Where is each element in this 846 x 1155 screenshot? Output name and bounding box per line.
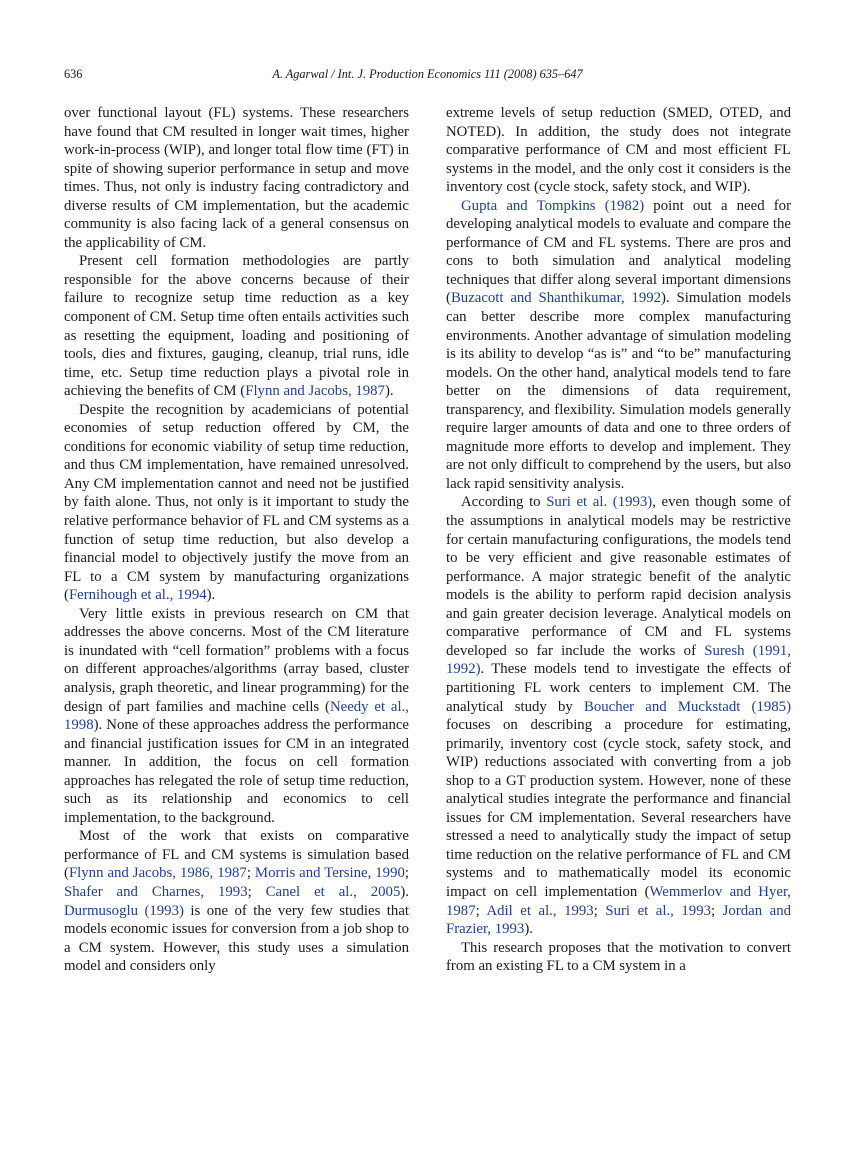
citation-link[interactable]: Needy et al., 1998 (64, 698, 409, 734)
citation-link[interactable]: Suri et al., 1993 (605, 902, 712, 919)
paragraph-text: point out a need for developing analytical models to evaluate and compare the performance of CM and FL systems. There are pros and cons to both simulation and analytical modeling techniques that differ along several important dimensions ( (446, 197, 791, 307)
citation-link[interactable]: Morris and Tersine, 1990 (254, 865, 405, 882)
paragraph-text: ; (247, 883, 266, 900)
paragraph (64, 827, 409, 975)
paragraph-text: ). Simulation models can better describe more complex manufacturing environments. Another advantage of simulation modeling is its ability to develop “as is” and “to be” manufacturing models. On the other hand, analytical models tend to fare better on the dimensions of data requirement, transparency, and flexibility. Simulation models generally require larger amounts of data and one to three orders of magnitude more efforts to develop and implement. They are not only difficult to comprehend by the users, but also lack rapid sensitivity analysis. (446, 290, 791, 492)
citation-link[interactable]: Flynn and Jacobs, 1986, 1987 (68, 865, 247, 882)
citation-link[interactable]: Suri et al. (1993) (546, 494, 653, 511)
paragraph (64, 252, 409, 400)
paragraph (446, 939, 791, 976)
paragraph (446, 197, 791, 494)
running-header (64, 67, 791, 85)
citation-link[interactable]: Fernihough et al., 1994 (68, 587, 207, 604)
paragraph-text: ; (711, 902, 723, 919)
paragraph-text: Most of the work that exists on comparative performance of FL and CM systems is simulation based ( (64, 828, 409, 882)
paragraph-text: According to (461, 494, 547, 511)
paragraph-text: This research proposes that the motivation to convert from an existing FL to a CM system in a (446, 939, 791, 975)
citation-link[interactable]: Jordan and Frazier, 1993 (446, 902, 792, 938)
paragraph-text: ; (246, 865, 255, 882)
paragraph-text: Despite the recognition by academicians of potential economies of setup reduction offered by CM, the conditions for economic viability of setup time reduction, and thus CM implementation, have remained unresolved. Any CM implementation cannot and need not be justified by faith alone. Thus, not only is it important to study the relative performance behavior of FL and CM systems as a function of setup time reduction, but also develop a financial model to objectively justify the move from an FL to a CM system by manufacturing organizations ( (64, 401, 409, 604)
paragraph (64, 104, 409, 252)
paragraph-text: ). (384, 383, 394, 400)
citation-link[interactable]: Durmusoglu (1993) (64, 902, 184, 919)
paragraph-text: ; (593, 902, 606, 919)
citation-link[interactable]: Canel et al., 2005 (265, 883, 401, 900)
paragraph-text: , even though some of the assumptions in analytical models may be restrictive for certain manufacturing configurations, the models tend to be very efficient and give reasonable estimates of performance. A major strategic benefit of the analytic models is the ability to perform rapid decision analysis and gain greater decision leverage. Analytical models on comparative performance of CM and FL systems developed so far include the works of (446, 494, 791, 659)
paragraph-text: ). (524, 921, 533, 938)
right-column (446, 104, 791, 976)
citation-link[interactable]: Boucher and Muckstadt (1985) (583, 698, 791, 715)
citation-link[interactable]: Suresh (1991, 1992) (446, 642, 791, 678)
paragraph-text: Present cell formation methodologies are partly responsible for the above concerns because of their failure to recognize setup time reduction as a key component of CM. Setup time often entails activities such as resetting the equipment, loading and positioning of tools, dies and fixtures, gauging, cleanup, trial runs, idle time, etc. Setup time reduction plays a pivotal role in achieving the benefits of CM ( (64, 253, 409, 400)
paragraph (64, 605, 409, 828)
citation-link[interactable]: Adil et al., 1993 (486, 902, 594, 919)
paragraph-text: is one of the very few studies that models economic issues for conversion from a job shop to a CM system. However, this study uses a simulation model and considers only (64, 902, 409, 975)
paragraph-text: ; (404, 865, 410, 882)
citation-link[interactable]: Shafer and Charnes, 1993 (64, 883, 248, 900)
paragraph-text: over functional layout (FL) systems. These researchers have found that CM resulted in longer wait times, higher work-in-process (WIP), and longer total flow time (FT) in spite of showing superior performance in setup and move times. Thus, not only is industry facing contradictory and diverse results of CM implementation, but the academic community is also facing lack of a general consensus on the applicability of CM. (64, 105, 409, 251)
citation-link[interactable]: Flynn and Jacobs, 1987 (245, 383, 385, 400)
paragraph (64, 401, 409, 605)
left-column (64, 104, 409, 976)
paragraph-text: ; (475, 902, 487, 919)
paragraph-text: Very little exists in previous research on CM that addresses the above concerns. Most of the CM literature is inundated with “cell formation” problems with a focus on different approaches/algorithms (array based, cluster analysis, graph theoretic, and linear programming) for the design of part families and machine cells ( (64, 605, 409, 715)
paragraph-text: . These models tend to investigate the effects of partitioning FL work centers to implement CM. The analytical study by (446, 661, 791, 715)
paragraph-text: focuses on describing a procedure for estimating, primarily, inventory cost (cycle stock, safety stock, and WIP) reductions associated with converting from a job shop to a GT production system. However, none of these analytical studies integrate the performance and financial issues for CM implementation. Several researchers have stressed a need to analytically study the impact of setup time reduction on the relative performance of FL and CM systems and to mathematically model its economic impact on cell implementation ( (446, 717, 791, 900)
paragraph-text: ). (206, 587, 216, 604)
citation-link[interactable]: Buzacott and Shanthikumar, 1992 (450, 290, 662, 307)
paragraph (446, 493, 791, 938)
paragraph-text: extreme levels of setup reduction (SMED, OTED, and NOTED). In addition, the study does not integrate comparative performance of CM and most efficient FL systems in the model, and the only cost it considers is the inventory cost (cycle stock, safety stock, and WIP). (446, 105, 791, 196)
paragraph-text: ). (400, 883, 409, 900)
page-number: 636 (64, 67, 83, 81)
paragraph (446, 104, 791, 197)
citation-link[interactable]: Gupta and Tompkins (1982) (461, 197, 645, 214)
running-title: A. Agarwal / Int. J. Production Economics 111 (2008) 635–647 (272, 67, 583, 81)
paragraph-text: ). None of these approaches address the performance and financial justification issues for CM in an integrated manner. In addition, the focus on cell formation approaches has relegated the role of setup time reduction, such as its relationship and economics to cell implementation, to the background. (64, 717, 409, 826)
citation-link[interactable]: Wemmerlov and Hyer, 1987 (446, 883, 791, 919)
